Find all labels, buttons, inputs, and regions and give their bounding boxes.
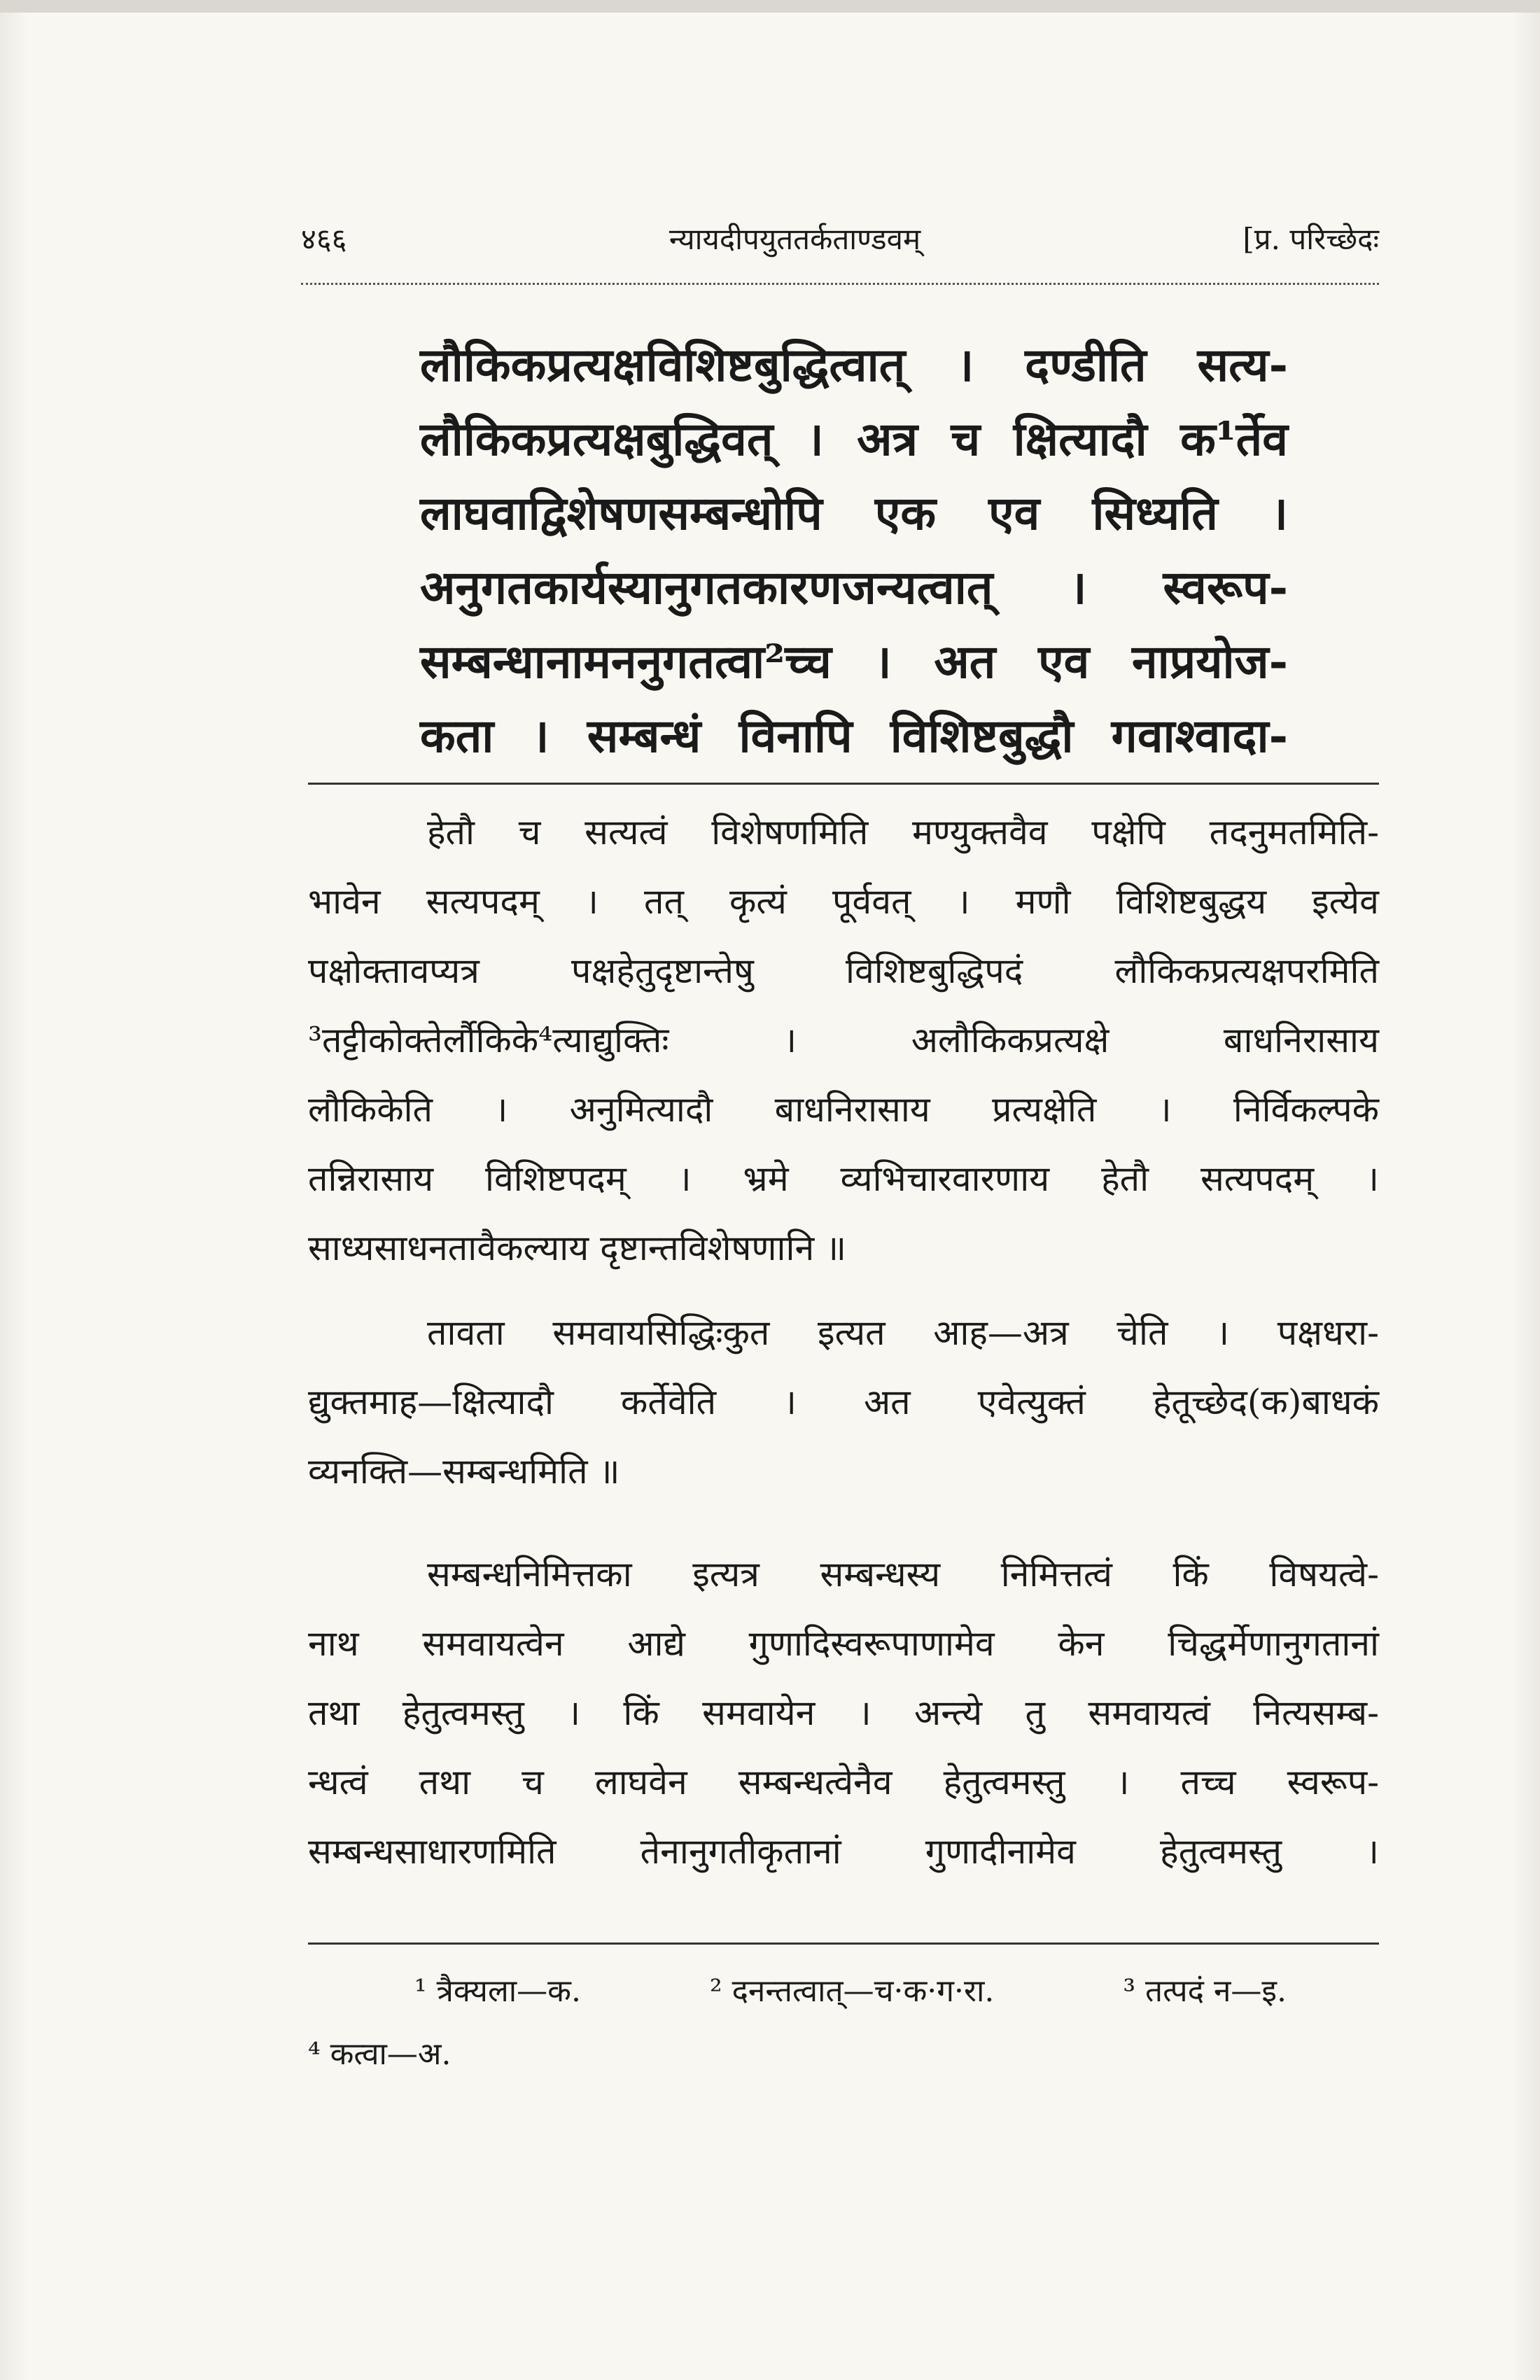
main-text-block xyxy=(420,328,1288,773)
commentary-line: ³तट्टीकोक्तेर्लौकिके⁴त्याद्युक्तिः । अलौकिकप्रत्यक्षे बाधनिरासाय xyxy=(308,1020,1379,1060)
commentary-paragraph-2 xyxy=(308,1298,1379,1506)
commentary-paragraph-3 xyxy=(308,1540,1379,1886)
footnotes xyxy=(308,1960,1379,2086)
footnote-divider xyxy=(308,1942,1379,1945)
page-top-edge xyxy=(0,0,1540,13)
section-label: [प्र. परिच्छेदः xyxy=(1242,221,1379,256)
commentary-line: तन्निरासाय विशिष्टपदम् । भ्रमे व्यभिचारवारणाय हेतौ सत्यपदम् । xyxy=(308,1158,1379,1199)
page-number: ४६६ xyxy=(301,221,347,256)
commentary-line: लौकिकेति । अनुमित्यादौ बाधनिरासाय प्रत्यक्षेति । निर्विकल्पके xyxy=(308,1089,1379,1130)
main-text-line: लाघवाद्विशेषणसम्बन्धोपि एक एव सिध्यति । xyxy=(420,486,1288,540)
commentary-line: नाथ समवायत्वेन आद्ये गुणादिस्वरूपाणामेव केन चिद्धर्मेणानुगतानां xyxy=(308,1623,1379,1664)
header-dotted-rule xyxy=(301,279,1379,285)
main-text-divider xyxy=(308,783,1379,785)
commentary-line: व्यनक्ति—सम्बन्धमिति ॥ xyxy=(308,1451,620,1492)
footnote-1: ¹ त्रैक्यला—क. xyxy=(414,1973,581,2009)
commentary-paragraph-1 xyxy=(308,798,1379,1283)
commentary-line: न्धत्वं तथा च लाघवेन सम्बन्धत्वेनैव हेतुत्वमस्तु । तच्च स्वरूप- xyxy=(308,1762,1379,1802)
footnote-2: ² दनन्तत्वात्—च·क·ग·रा. xyxy=(709,1973,995,2009)
main-text-line: सम्बन्धानामननुगतत्वा²च्च । अत एव नाप्रयोज- xyxy=(420,634,1288,689)
footnote-row xyxy=(308,1960,1379,2023)
main-text-line: लौकिकप्रत्यक्षबुद्धिवत् । अत्र च क्षित्यादौ क¹र्तेव xyxy=(420,412,1288,466)
main-text-line: लौकिकप्रत्यक्षविशिष्टबुद्धित्वात् । दण्डीति सत्य- xyxy=(420,337,1288,392)
commentary-line: साध्यसाधनतावैकल्याय दृष्टान्तविशेषणानि ॥ xyxy=(308,1228,847,1268)
main-text-line: अनुगतकार्यस्यानुगतकारणजन्यत्वात् । स्वरूप- xyxy=(420,560,1288,615)
commentary-line: तावता समवायसिद्धिःकुत इत्यत आह—अत्र चेति । पक्षधरा- xyxy=(427,1312,1379,1353)
commentary-line: भावेन सत्यपदम् । तत् कृत्यं पूर्ववत् । मणौ विशिष्टबुद्धय इत्येव xyxy=(308,881,1379,922)
running-header xyxy=(301,210,1379,266)
commentary-line: सम्बन्धसाधारणमिति तेनानुगतीकृतानां गुणादीनामेव हेतुत्वमस्तु । xyxy=(308,1831,1379,1872)
main-text-line: कता । सम्बन्धं विनापि विशिष्टबुद्धौ गवाश्वादा- xyxy=(420,708,1288,763)
commentary-line: तथा हेतुत्वमस्तु । किं समवायेन । अन्त्ये तु समवायत्वं नित्यसम्ब- xyxy=(308,1693,1379,1733)
footnote-4: ⁴ कत्वा—अ. xyxy=(308,2036,451,2072)
commentary-line: सम्बन्धनिमित्तका इत्यत्र सम्बन्धस्य निमित्तत्वं किं विषयत्वे- xyxy=(427,1554,1379,1595)
footnote-3: ³ तत्पदं न—इ. xyxy=(1123,1973,1287,2009)
running-title: न्यायदीपयुततर्कताण्डवम् xyxy=(668,221,921,256)
commentary-line: द्युक्तमाह—क्षित्यादौ कर्तेवेति । अत एवेत्युक्तं हेतूच्छेद(क)बाधकं xyxy=(308,1382,1379,1422)
commentary-line: हेतौ च सत्यत्वं विशेषणमिति मण्युक्तवैव पक्षेपि तदनुमतमिति- xyxy=(427,812,1379,853)
commentary-line: पक्षोक्तावप्यत्र पक्षहेतुदृष्टान्तेषु विशिष्टबुद्धिपदं लौकिकप्रत्यक्षपरमिति xyxy=(308,951,1379,991)
